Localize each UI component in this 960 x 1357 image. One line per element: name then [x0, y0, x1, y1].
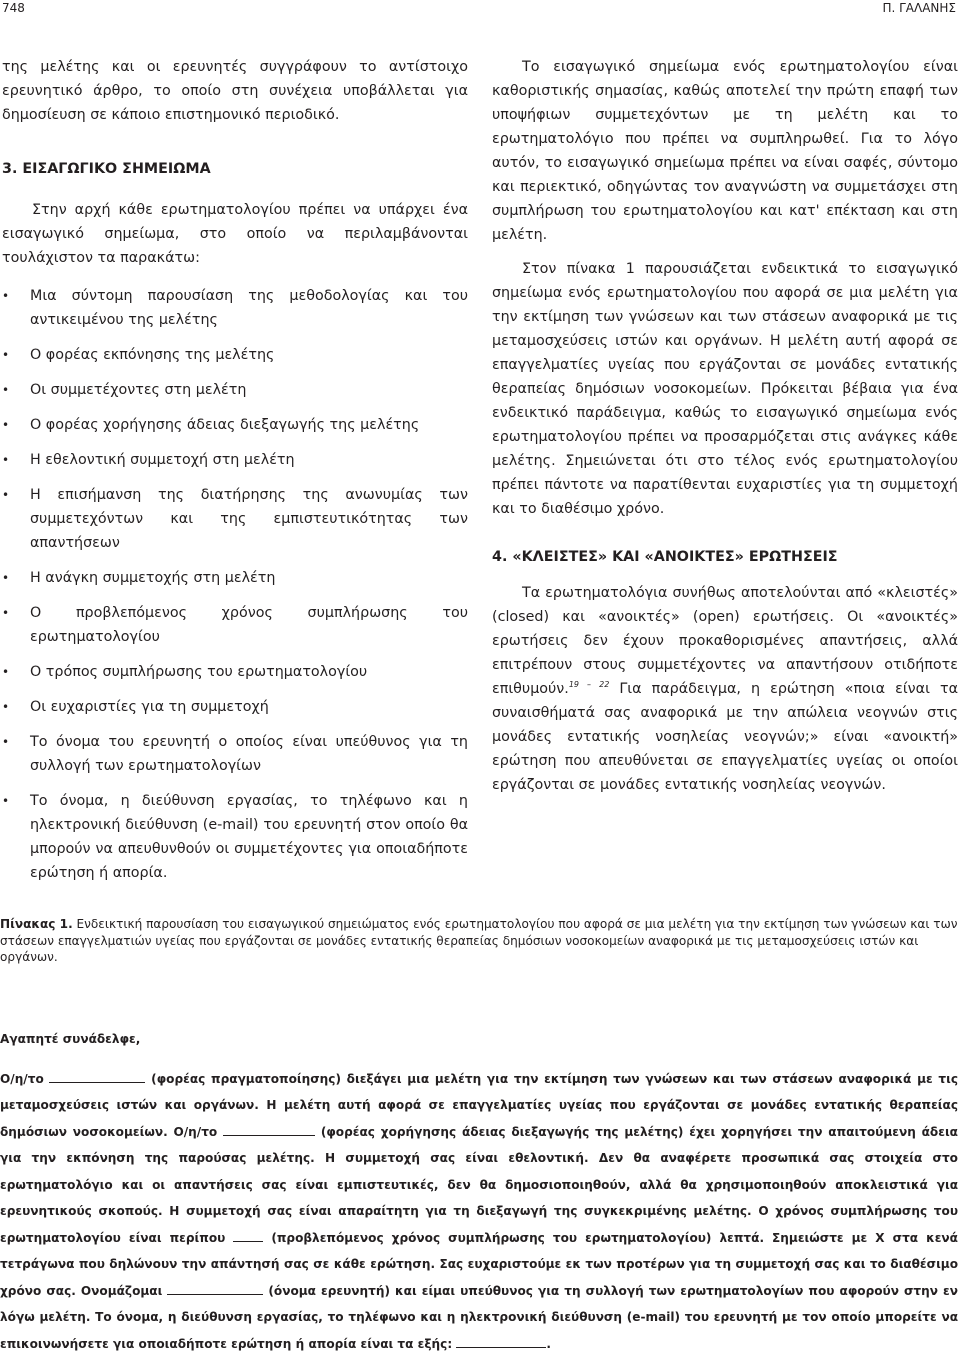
letter-text: (όνομα ερευνητή) και είμαι υπεύθυνος για τη συλλογή των ερωτηματολογίων που αφορούν στην εν λόγω μελέτη. Το όνομα, η διεύθυνση εργασίας, το τηλέφωνο και η ηλεκτρονική διεύθυνση (e-mail) του ερευνητή με τον οποίο μπορείτε να επικοινωνήσετε για οποιαδήποτε ερώτηση ή απορία είναι τα εξής:: [0, 1284, 958, 1351]
bullet-item: • Η επισήμανση της διατήρησης της ανωνυμίας των συμμετεχόντων και της εμπιστευτικότητας των απαντήσεων: [2, 483, 468, 555]
bullet-item: • Οι ευχαριστίες για τη συμμετοχή: [2, 695, 468, 719]
blank-field: [233, 1229, 263, 1242]
right-column: [492, 55, 958, 797]
blank-field: [49, 1070, 145, 1083]
running-header: [0, 0, 960, 16]
table-label: Πίνακας 1.: [0, 917, 73, 931]
blank-field: [167, 1282, 263, 1295]
section-3-paragraph: Στην αρχή κάθε ερωτηματολογίου πρέπει να υπάρχει ένα εισαγωγικό σημείωμα, στο οποίο να περιλαμβάνονται τουλάχιστον τα παρακάτω:: [2, 198, 468, 270]
paragraph-3-text-b: Για παράδειγμα, η ερώτηση «ποια είναι τα συναισθήματά σας αναφορικά με την απώλεια νεογνών στις μονάδες εντατικής νοσηλείας νεογνών;» είναι «ανοικτή» ερώτηση που απευθύνεται σε επαγγελματίες υγείας οι οποίοι εργάζονται σε μονάδες εντατικής νοσηλείας νεογνών.: [492, 681, 958, 793]
section-4-title: 4. «ΚΛΕΙΣΤΕΣ» ΚΑΙ «ΑΝΟΙΚΤΕΣ» ΕΡΩΤΗΣΕΙΣ: [492, 545, 958, 569]
intro-paragraph: της μελέτης και οι ερευνητές συγγράφουν το αντίστοιχο ερευνητικό άρθρο, το οποίο στη συνέχεια υποβάλλεται για δημοσίευση σε κάποιο επιστημονικό περιοδικό.: [2, 55, 468, 127]
table-caption: [0, 916, 958, 966]
letter-body: [0, 1066, 958, 1357]
letter-greeting: Αγαπητέ συνάδελφε,: [0, 1026, 958, 1053]
blank-field: [456, 1335, 546, 1348]
letter-text: (προβλεπόμενος χρόνος συμπλήρωσης του ερωτηματολογίου) λεπτά. Σημειώστε με Χ στα κενά τετράγωνα που δηλώνουν την απάντησή σας σε κάθε ερώτηση. Σας ευχαριστούμε εκ των προτέρων για τη συμμετοχή σας και το διαθέσιμο χρόνο σας. Ονομάζομαι: [0, 1231, 958, 1298]
running-author: Π. ΓΑΛΑΝΗΣ: [882, 1, 956, 15]
letter-text: (φορέας χορήγησης άδειας διεξαγωγής της μελέτης) έχει χορηγήσει την απαιτούμενη άδεια για την εκπόνηση της παρούσας μελέτης. Η συμμετοχή σας είναι εθελοντική. Δεν θα αναφέρετε προσωπικά σας στοιχεία στο ερωτηματολόγιο και οι απαντήσεις σας είναι εμπιστευτικές, δεν θα δημοσιοποιηθούν, αλλά θα χρησιμοποιηθούν αποκλειστικά για ερευνητικούς σκοπούς. Η συμμετοχή σας είναι απαραίτητη για τη διεξαγωγή της συγκεκριμένης μελέτης. Ο χρόνος συμπλήρωσης του ερωτηματολογίου είναι περίπου: [0, 1125, 958, 1245]
paragraph-3-text-a: Τα ερωτηματολόγια συνήθως αποτελούνται από «κλειστές» (closed) και «ανοικτές» (open) ερωτήσεις. Οι «ανοικτές» ερωτήσεις δεν έχουν προκαθορισμένες απαντήσεις, αλλά επιτρέπουν στους συμμετέχοντες να απαντήσουν οτιδήποτε επιθυμούν.: [492, 585, 958, 697]
bullet-list: [2, 284, 468, 885]
bullet-item: • Μια σύντομη παρουσίαση της μεθοδολογίας και του αντικειμένου της μελέτης: [2, 284, 468, 332]
letter-text: .: [546, 1337, 551, 1351]
citation-reference: 19 – 22: [569, 680, 609, 689]
page-number: 748: [2, 1, 25, 15]
bullet-item: • Ο φορέας χορήγησης άδειας διεξαγωγής της μελέτης: [2, 413, 468, 437]
left-column: [2, 55, 468, 885]
right-paragraph-2: Στον πίνακα 1 παρουσιάζεται ενδεικτικά το εισαγωγικό σημείωμα ενός ερωτηματολογίου που αφορά σε μια μελέτη για την εκτίμηση των γνώσεων και των στάσεων αναφορικά με τις μεταμοσχεύσεις ιστών και οργάνων. Η μελέτη αυτή αφορά σε επαγγελματίες υγείας που εργάζονται σε μονάδες εντατικής θεραπείας δημόσιων νοσοκομείων. Πρόκειται βέβαια για ένα ενδεικτικό παράδειγμα, καθώς το εισαγωγικό σημείωμα ενός ερωτηματολογίου πρέπει να προσαρμόζεται στις ανάγκες κάθε μελέτης. Σημειώνεται ότι στο τέλος ενός ερωτηματολογίου πρέπει πάντοτε να παρατίθενται ευχαριστίες για τη συμμετοχή και το διαθέσιμο χρόνο.: [492, 257, 958, 521]
bullet-item: • Ο προβλεπόμενος χρόνος συμπλήρωσης του ερωτηματολογίου: [2, 601, 468, 649]
bullet-item: • Ο τρόπος συμπλήρωσης του ερωτηματολογίου: [2, 660, 468, 684]
right-paragraph-3: [492, 581, 958, 797]
bullet-item: • Οι συμμετέχοντες στη μελέτη: [2, 378, 468, 402]
table-caption-text: Ενδεικτική παρουσίαση του εισαγωγικού σημειώματος ενός ερωτηματολογίου που αφορά σε μια μελέτη για την εκτίμηση των γνώσεων και των στάσεων επαγγελματιών υγείας που εργάζονται σε μονάδες εντατικής θεραπείας δημόσιων νοσοκομείων αναφορικά με τις μεταμοσχεύσεις ιστών και οργάνων.: [0, 917, 957, 964]
blank-field: [223, 1123, 315, 1136]
bullet-item: • Η εθελοντική συμμετοχή στη μελέτη: [2, 448, 468, 472]
letter-text: Ο/η/το: [0, 1072, 49, 1086]
section-3-title: 3. ΕΙΣΑΓΩΓΙΚΟ ΣΗΜΕΙΩΜΑ: [2, 157, 468, 181]
bullet-item: • Το όνομα του ερευνητή ο οποίος είναι υπεύθυνος για τη συλλογή των ερωτηματολογίων: [2, 730, 468, 778]
bullet-item: • Ο φορέας εκπόνησης της μελέτης: [2, 343, 468, 367]
bullet-item: • Το όνομα, η διεύθυνση εργασίας, το τηλέφωνο και η ηλεκτρονική διεύθυνση (e-mail) του ερευνητή στον οποίο θα μπορούν να απευθυνθούν οι συμμετέχοντες για οποιαδήποτε ερώτηση ή απορία.: [2, 789, 468, 885]
letter-box: [0, 1026, 958, 1357]
right-paragraph-1: Το εισαγωγικό σημείωμα ενός ερωτηματολογίου είναι καθοριστικής σημασίας, καθώς αποτελεί την πρώτη επαφή των υποψήφιων συμμετεχόντων με τη μελέτη και το ερωτηματολόγιο που πρέπει να συμπληρωθεί. Για το λόγο αυτόν, το εισαγωγικό σημείωμα πρέπει να είναι σαφές, σύντομο και περιεκτικό, οδηγώντας τον αναγνώστη να συμμετάσχει στη συμπλήρωση του ερωτηματολογίου και κατ' επέκταση και στη μελέτη.: [492, 55, 958, 247]
bullet-item: • Η ανάγκη συμμετοχής στη μελέτη: [2, 566, 468, 590]
letter-text: (φορέας πραγματοποίησης) διεξάγει μια μελέτη για την εκτίμηση των γνώσεων και των στάσεων αναφορικά με τις μεταμοσχεύσεις ιστών και οργάνων. Η μελέτη αυτή αφορά σε επαγγελματίες υγείας που εργάζονται σε μονάδες εντατικής θεραπείας δημόσιων νοσοκομείων. Ο/η/το: [0, 1072, 958, 1139]
